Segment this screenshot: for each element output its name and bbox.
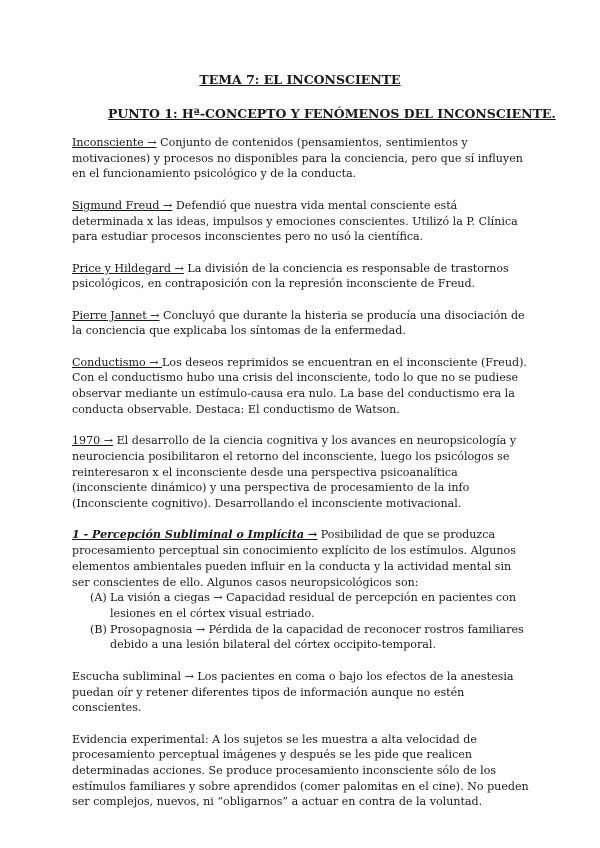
paragraph-evidencia-experimental: Evidencia experimental: A los sujetos se les muestra a alta velocidad de procesamiento perceptual imágenes y después se les pide que realicen determinadas acciones. Se produce procesamiento inconsciente sólo de los estímulos familiares y sobre aprendidos (comer palomitas en el cine). No pueden ser complejos, nuevos, ni “obligarnos” a actuar en contra de la voluntad. xyxy=(72,732,529,809)
list-item xyxy=(72,622,530,653)
cases-list xyxy=(72,590,530,653)
paragraph-price-hildegard xyxy=(72,261,530,292)
list-item-text: Prosopagnosia → Pérdida de la capacidad de reconocer rostros familiares debido a una lesión bilateral del córtex occipito-temporal. xyxy=(110,622,524,652)
section-heading: PUNTO 1: Hª-CONCEPTO Y FENÓMENOS DEL INCONSCIENTE. xyxy=(108,106,556,121)
paragraph-text: La división de la conciencia es responsable de trastornos psicológicos, en contraposición con la represión inconsciente de Freud. xyxy=(72,261,509,291)
paragraph-percepcion-subliminal xyxy=(72,527,530,590)
list-marker: (B) xyxy=(90,622,107,636)
list-marker: (A) xyxy=(90,591,107,605)
paragraph-text: Defendió que nuestra vida mental consciente está determinada x las ideas, impulsos y emociones conscientes. Utilizó la P. Clínica para estudiar procesos inconscientes pero no usó la científica. xyxy=(72,198,518,244)
list-item-text: La visión a ciegas → Capacidad residual de percepción en pacientes con lesiones en el córtex visual estriado. xyxy=(110,591,516,620)
term-label: Sigmund Freud → xyxy=(72,198,173,212)
paragraph-text: Posibilidad de que se produzca procesamiento perceptual sin conocimiento explícito de los estímulos. Algunos elementos ambientales pueden influir en la conducta y la actividad mental sin ser conscientes de ello. Algunos casos neuropsicológicos son: xyxy=(72,528,516,589)
document-title: TEMA 7: EL INCONSCIENTE xyxy=(199,72,401,87)
term-label: Inconsciente → xyxy=(72,136,157,149)
paragraph-inconsciente xyxy=(72,135,530,182)
paragraph-conductismo xyxy=(72,355,530,418)
paragraph-text: Los deseos reprimidos se encuentran en el inconsciente (Freud). Con el conductismo hubo una crisis del inconsciente, todo lo que no se pudiese observar mediante un estímulo-causa era nulo. La base del conductismo era la conducta observable. Destaca: El conductismo de Watson. xyxy=(72,355,527,416)
paragraph-1970 xyxy=(72,433,530,512)
paragraph-freud xyxy=(72,198,530,245)
paragraph-jannet xyxy=(72,308,530,339)
paragraph-escucha-subliminal: Escucha subliminal → Los pacientes en coma o bajo los efectos de la anestesia puedan oír y retener diferentes tipos de información aunque no estén conscientes. xyxy=(72,669,514,715)
term-label: 1970 → xyxy=(72,434,114,448)
paragraph-text: El desarrollo de la ciencia cognitiva y los avances en neuropsicología y neurociencia posibilitaron el retorno del inconsciente, luego los psicólogos se reinteresaron x el inconsciente desde una perspectiva psicoanalítica (inconsciente dinámico) y una perspectiva de procesamiento de la info (Inconsciente cognitivo). Desarrollando el inconsciente motivacional. xyxy=(72,434,517,511)
document-body xyxy=(72,135,530,826)
paragraph-text: Conjunto de contenidos (pensamientos, sentimientos y motivaciones) y procesos no disponibles para la conciencia, pero que sí influyen en el funcionamiento psicológico y de la conducta. xyxy=(72,136,523,181)
term-label: Price y Hildegard → xyxy=(72,261,184,275)
term-label: Pierre Jannet → xyxy=(72,308,160,322)
term-label: 1 - Percepción Subliminal o Implícita → xyxy=(72,528,318,542)
term-label: Conductismo → xyxy=(72,355,163,369)
paragraph-text: Concluyó que durante la histeria se producía una disociación de la conciencia que explicaba los síntomas de la enfermedad. xyxy=(72,308,525,338)
list-item xyxy=(72,590,530,621)
